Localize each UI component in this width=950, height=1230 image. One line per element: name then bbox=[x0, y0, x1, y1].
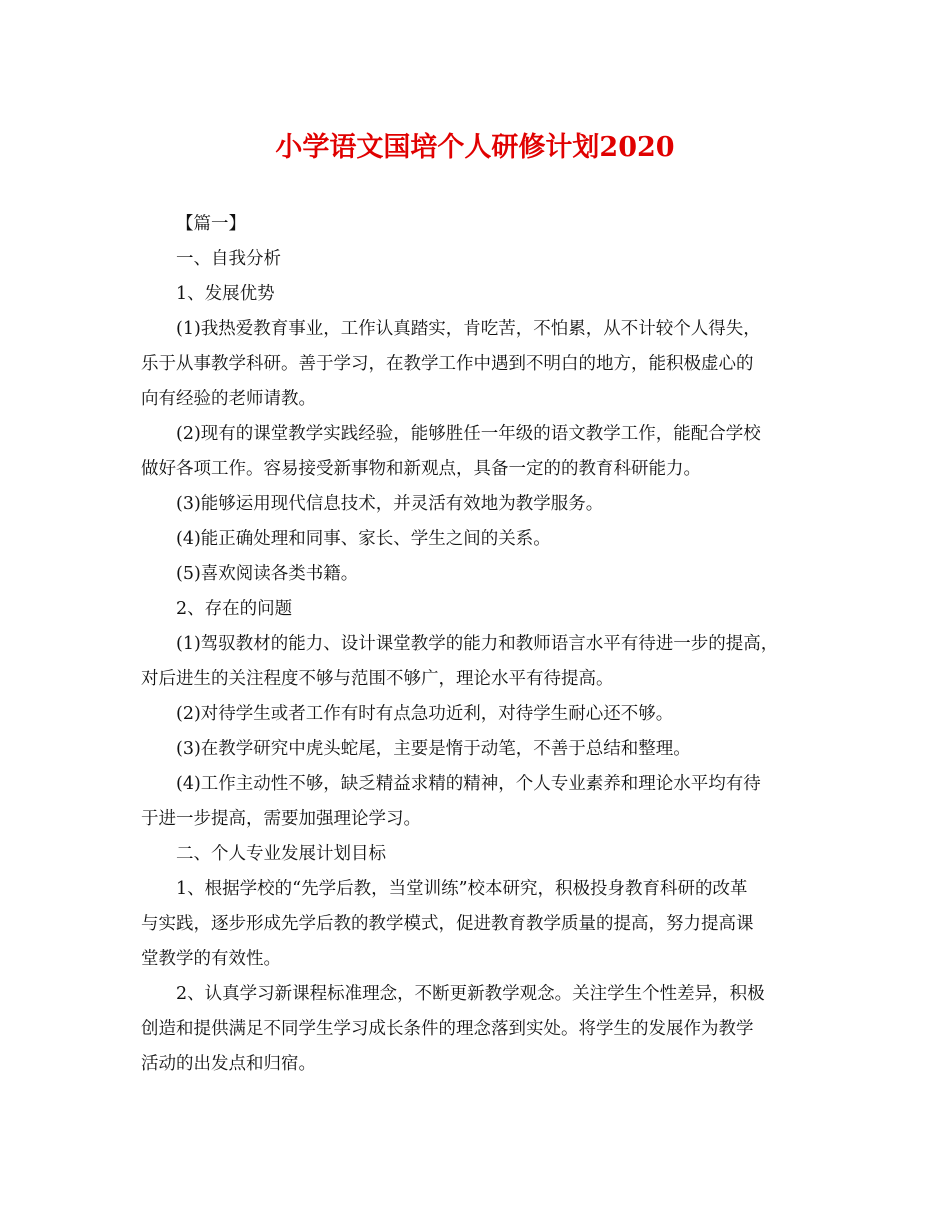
paragraph-line: (3)在教学研究中虎头蛇尾，主要是惰于动笔，不善于总结和整理。 bbox=[176, 739, 691, 759]
paragraph-line: (1)我热爱教育事业，工作认真踏实，肯吃苦，不怕累，从不计较个人得失， bbox=[176, 319, 761, 339]
paragraph bbox=[141, 627, 821, 697]
document-body bbox=[141, 207, 821, 1082]
paragraph bbox=[141, 977, 821, 1082]
paragraph-line: 1、根据学校的“先学后教，当堂训练”校本研究，积极投身教育科研的改革 bbox=[176, 879, 748, 899]
paragraph-line: 于进一步提高，需要加强理论学习。 bbox=[141, 809, 421, 829]
paragraph-line: 一、自我分析 bbox=[176, 249, 281, 269]
paragraph-line: (5)喜欢阅读各类书籍。 bbox=[176, 564, 359, 584]
paragraph bbox=[141, 697, 821, 732]
paragraph-line: 做好各项工作。容易接受新事物和新观点，具备一定的的教育科研能力。 bbox=[141, 459, 701, 479]
paragraph-line: 乐于从事教学科研。善于学习，在教学工作中遇到不明白的地方，能积极虚心的 bbox=[141, 354, 754, 374]
document-title: 小学语文国培个人研修计划2020 bbox=[275, 132, 675, 163]
paragraph-line: (2)现有的课堂教学实践经验，能够胜任一年级的语文教学工作，能配合学校 bbox=[176, 424, 761, 444]
paragraph bbox=[141, 417, 821, 487]
paragraph-line: 【篇一】 bbox=[176, 214, 246, 234]
paragraph-line: 2、存在的问题 bbox=[176, 599, 293, 619]
paragraph-line: 对后进生的关注程度不够与范围不够广，理论水平有待提高。 bbox=[141, 669, 614, 689]
paragraph bbox=[141, 522, 821, 557]
paragraph bbox=[141, 207, 821, 242]
paragraph-line: 向有经验的老师请教。 bbox=[141, 389, 316, 409]
paragraph-line: 创造和提供满足不同学生学习成长条件的理念落到实处。将学生的发展作为教学 bbox=[141, 1019, 754, 1039]
paragraph bbox=[141, 557, 821, 592]
paragraph-line: 活动的出发点和归宿。 bbox=[141, 1054, 316, 1074]
paragraph bbox=[141, 837, 821, 872]
paragraph bbox=[141, 872, 821, 977]
paragraph bbox=[141, 732, 821, 767]
paragraph-line: 与实践，逐步形成先学后教的教学模式，促进教育教学质量的提高，努力提高课 bbox=[141, 914, 754, 934]
paragraph bbox=[141, 487, 821, 522]
paragraph-line: 堂教学的有效性。 bbox=[141, 949, 281, 969]
paragraph-line: (2)对待学生或者工作有时有点急功近利，对待学生耐心还不够。 bbox=[176, 704, 674, 724]
paragraph-line: 2、认真学习新课程标准理念，不断更新教学观念。关注学生个性差异，积极 bbox=[176, 984, 765, 1004]
paragraph bbox=[141, 277, 821, 312]
paragraph bbox=[141, 767, 821, 837]
paragraph bbox=[141, 592, 821, 627]
paragraph-line: (1)驾驭教材的能力、设计课堂教学的能力和教师语言水平有待进一步的提高， bbox=[176, 634, 779, 654]
paragraph bbox=[141, 242, 821, 277]
paragraph-line: (3)能够运用现代信息技术，并灵活有效地为教学服务。 bbox=[176, 494, 604, 514]
paragraph-line: 二、个人专业发展计划目标 bbox=[176, 844, 386, 864]
paragraph-line: (4)能正确处理和同事、家长、学生之间的关系。 bbox=[176, 529, 551, 549]
paragraph-line: 1、发展优势 bbox=[176, 284, 275, 304]
paragraph bbox=[141, 312, 821, 417]
paragraph-line: (4)工作主动性不够，缺乏精益求精的精神，个人专业素养和理论水平均有待 bbox=[176, 774, 761, 794]
